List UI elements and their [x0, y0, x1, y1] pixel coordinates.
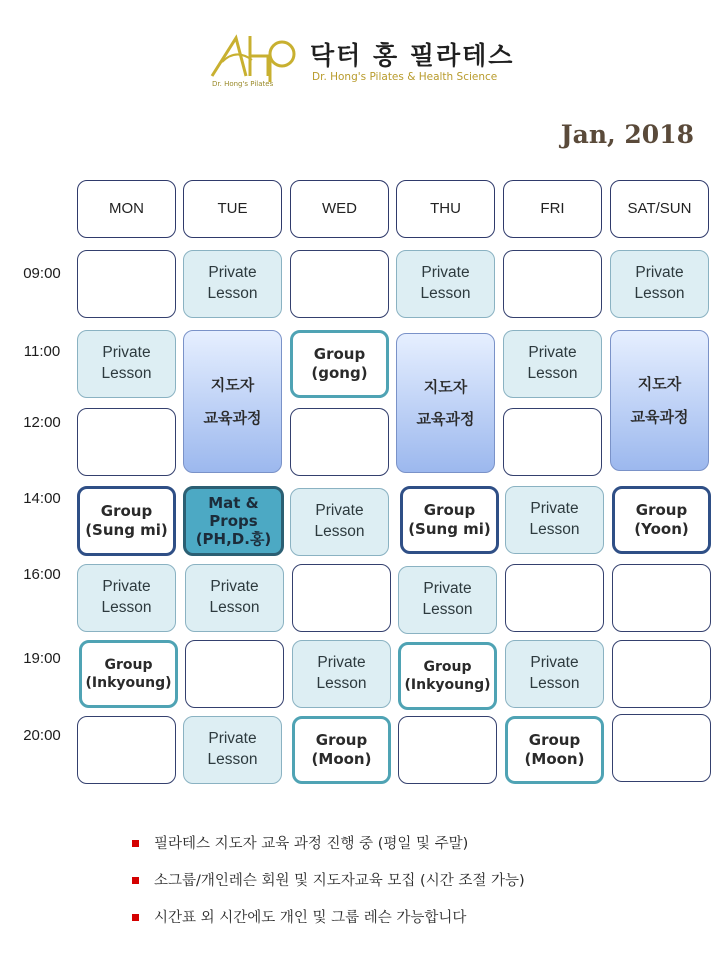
time-label-2000: 20:00 [23, 727, 61, 744]
slot-empty [77, 250, 176, 318]
time-label-1900: 19:00 [23, 650, 61, 667]
slot-group-class: Group (Sung mi) [400, 486, 499, 554]
brand-name-english: Dr. Hong's Pilates & Health Science [312, 71, 498, 83]
note-text: 소그룹/개인레슨 회원 및 지도자교육 모집 (시간 조절 가능) [154, 873, 525, 889]
slot-empty [612, 714, 711, 782]
slot-group-class: Group (Moon) [292, 716, 391, 784]
slot-private-lesson: Private Lesson [505, 640, 604, 708]
slot-private-lesson: Private Lesson [610, 250, 709, 318]
slot-private-lesson: Private Lesson [77, 564, 176, 632]
slot-mat-props-class: Mat & Props (PH,D.홍) [183, 486, 284, 556]
slot-private-lesson: Private Lesson [185, 564, 284, 632]
schedule-month: Jan, 2018 [560, 120, 694, 149]
slot-private-lesson: Private Lesson [183, 250, 282, 318]
slot-private-lesson: Private Lesson [183, 716, 282, 784]
slot-empty [185, 640, 284, 708]
slot-empty [612, 564, 711, 632]
slot-empty [398, 716, 497, 784]
studio-logo [206, 30, 515, 94]
day-header-mon: MON [77, 180, 176, 238]
slot-private-lesson: Private Lesson [503, 330, 602, 398]
slot-group-class: Group (Sung mi) [77, 486, 176, 556]
slot-private-lesson: Private Lesson [290, 488, 389, 556]
time-label-0900: 09:00 [23, 265, 61, 282]
day-header-thu: THU [396, 180, 495, 238]
slot-empty [503, 408, 602, 476]
day-header-fri: FRI [503, 180, 602, 238]
slot-empty [503, 250, 602, 318]
bullet-icon [132, 840, 139, 847]
time-label-1200: 12:00 [23, 414, 61, 431]
slot-empty [612, 640, 711, 708]
logo-caption: Dr. Hong's Pilates [212, 80, 274, 88]
slot-private-lesson: Private Lesson [77, 330, 176, 398]
note-text: 시간표 외 시간에도 개인 및 그룹 레슨 가능합니다 [154, 910, 467, 926]
slot-group-class: Group (Inkyoung) [79, 640, 178, 708]
day-header-wed: WED [290, 180, 389, 238]
slot-empty [290, 408, 389, 476]
slot-group-class: Group (Yoon) [612, 486, 711, 554]
slot-private-lesson: Private Lesson [398, 566, 497, 634]
day-header-satsun: SAT/SUN [610, 180, 709, 238]
slot-instructor-course: 지도자 교육과정 [396, 333, 495, 473]
slot-private-lesson: Private Lesson [396, 250, 495, 318]
time-label-1400: 14:00 [23, 490, 61, 507]
slot-empty [292, 564, 391, 632]
slot-empty [77, 716, 176, 784]
slot-group-class: Group (gong) [290, 330, 389, 398]
slot-instructor-course: 지도자 교육과정 [183, 330, 282, 473]
slot-empty [77, 408, 176, 476]
slot-instructor-course: 지도자 교육과정 [610, 330, 709, 471]
note-text: 필라테스 지도자 교육 과정 진행 중 (평일 및 주말) [154, 836, 469, 852]
slot-group-class: Group (Moon) [505, 716, 604, 784]
brand-name-korean: 닥터 홍 필라테스 [310, 41, 515, 70]
slot-empty [290, 250, 389, 318]
slot-private-lesson: Private Lesson [505, 486, 604, 554]
slot-private-lesson: Private Lesson [292, 640, 391, 708]
bullet-icon [132, 877, 139, 884]
slot-group-class: Group (Inkyoung) [398, 642, 497, 710]
bullet-icon [132, 914, 139, 921]
time-label-1600: 16:00 [23, 566, 61, 583]
time-label-1100: 11:00 [23, 343, 61, 360]
day-header-tue: TUE [183, 180, 282, 238]
slot-empty [505, 564, 604, 632]
